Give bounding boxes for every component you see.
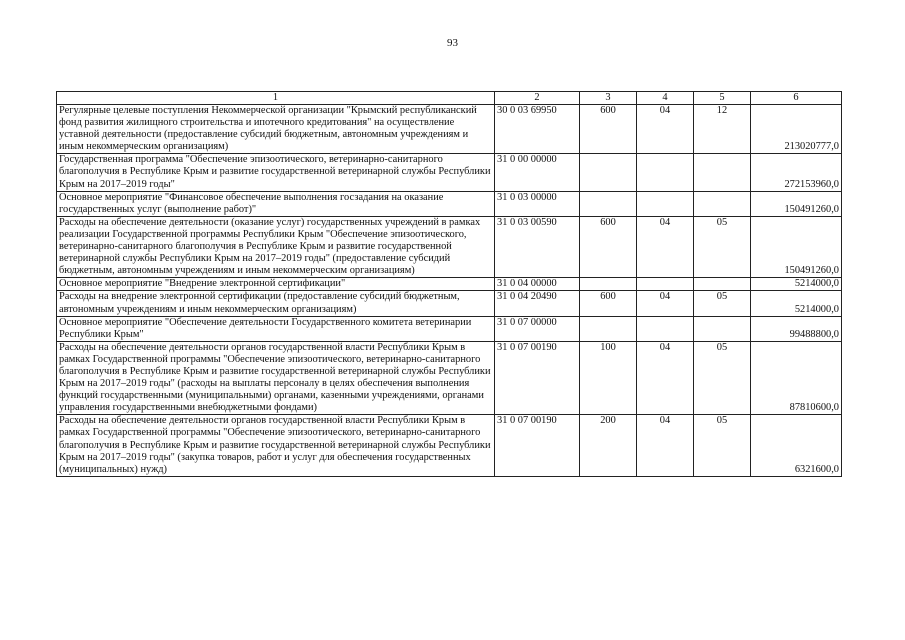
row-amount: 5214000,0: [751, 278, 842, 291]
row-subsection: [694, 154, 751, 191]
row-expense-type: 100: [580, 341, 637, 415]
row-subsection: [694, 278, 751, 291]
header-cell: 6: [751, 92, 842, 105]
row-target-code: 31 0 00 00000: [495, 154, 580, 191]
row-name: Расходы на обеспечение деятельности (оказание услуг) государственных учреждений в рамках реализации Государственной программы Республики Крым "Обеспечение эпизоотического, ветеринарно-санитарного благополучия в Республике Крым и развитие государственной ветеринарной службы Республики Крым на 2017–2019 годы" (предоставление субсидий бюджетным, автономным учреждениям и иным некоммерческим организациям): [57, 216, 495, 277]
row-name: Расходы на обеспечение деятельности органов государственной власти Республики Крым в рамках Государственной программы "Обеспечение эпизоотического, ветеринарно-санитарного благополучия в Республике Крым и развитие государственной ветеринарной службы Республики Крым на 2017–2019 годы" (закупка товаров, работ и услуг для обеспечения государственных (муниципальных) нужд): [57, 415, 495, 476]
row-subsection: [694, 316, 751, 341]
row-subsection: [694, 191, 751, 216]
row-expense-type: 600: [580, 216, 637, 277]
table-row: [57, 105, 842, 154]
row-target-code: 31 0 03 00000: [495, 191, 580, 216]
row-target-code: 30 0 03 69950: [495, 105, 580, 154]
row-expense-type: 600: [580, 291, 637, 316]
row-section: [637, 191, 694, 216]
row-target-code: 31 0 07 00190: [495, 415, 580, 476]
table-header-row: [57, 92, 842, 105]
row-section: 04: [637, 216, 694, 277]
row-amount: 87810600,0: [751, 341, 842, 415]
row-expense-type: 200: [580, 415, 637, 476]
header-cell: 5: [694, 92, 751, 105]
page-number: 93: [447, 37, 458, 49]
header-cell: 2: [495, 92, 580, 105]
row-name: Основное мероприятие "Обеспечение деятельности Государственного комитета ветеринарии Республики Крым": [57, 316, 495, 341]
row-section: [637, 154, 694, 191]
row-subsection: 05: [694, 341, 751, 415]
row-name: Основное мероприятие "Финансовое обеспечение выполнения госзадания на оказание государственных услуг (выполнение работ)": [57, 191, 495, 216]
row-section: 04: [637, 105, 694, 154]
table-row: [57, 154, 842, 191]
row-subsection: 05: [694, 216, 751, 277]
row-amount: 5214000,0: [751, 291, 842, 316]
row-expense-type: [580, 191, 637, 216]
row-amount: 6321600,0: [751, 415, 842, 476]
row-target-code: 31 0 07 00000: [495, 316, 580, 341]
row-subsection: 12: [694, 105, 751, 154]
row-expense-type: [580, 154, 637, 191]
row-amount: 150491260,0: [751, 216, 842, 277]
row-section: 04: [637, 341, 694, 415]
table-row: [57, 278, 842, 291]
row-name: Государственная программа "Обеспечение эпизоотического, ветеринарно-санитарного благополучия в Республике Крым и развитие государственной ветеринарной службы Республики Крым на 2017–2019 годы": [57, 154, 495, 191]
row-section: [637, 278, 694, 291]
table-row: [57, 191, 842, 216]
table-row: [57, 341, 842, 415]
row-target-code: 31 0 03 00590: [495, 216, 580, 277]
row-target-code: 31 0 04 20490: [495, 291, 580, 316]
table-row: [57, 316, 842, 341]
row-section: 04: [637, 415, 694, 476]
row-target-code: 31 0 04 00000: [495, 278, 580, 291]
row-expense-type: 600: [580, 105, 637, 154]
row-expense-type: [580, 316, 637, 341]
table-row: [57, 415, 842, 476]
row-name: Расходы на обеспечение деятельности органов государственной власти Республики Крым в рамках Государственной программы "Обеспечение эпизоотического, ветеринарно-санитарного благополучия в Республике Крым и развитие государственной ветеринарной службы Республики Крым на 2017–2019 годы" (расходы на выплаты персоналу в целях обеспечения выполнения функций государственными (муниципальными) органами, казенными учреждениями, органами управления государственными внебюджетными фондами): [57, 341, 495, 415]
header-cell: 3: [580, 92, 637, 105]
row-name: Регулярные целевые поступления Некоммерческой организации "Крымский республиканский фонд развития жилищного строительства и ипотечного кредитования" на осуществление уставной деятельности (предоставление субсидий бюджетным, автономным учреждениям и иным некоммерческим организациям): [57, 105, 495, 154]
row-name: Расходы на внедрение электронной сертификации (предоставление субсидий бюджетным, автономным учреждениям и иным некоммерческим организациям): [57, 291, 495, 316]
row-section: [637, 316, 694, 341]
budget-table: [56, 91, 842, 477]
table-row: [57, 291, 842, 316]
row-amount: 150491260,0: [751, 191, 842, 216]
row-expense-type: [580, 278, 637, 291]
header-cell: 1: [57, 92, 495, 105]
row-amount: 99488800,0: [751, 316, 842, 341]
row-amount: 272153960,0: [751, 154, 842, 191]
row-subsection: 05: [694, 415, 751, 476]
row-amount: 213020777,0: [751, 105, 842, 154]
header-cell: 4: [637, 92, 694, 105]
row-target-code: 31 0 07 00190: [495, 341, 580, 415]
table-row: [57, 216, 842, 277]
row-name: Основное мероприятие "Внедрение электронной сертификации": [57, 278, 495, 291]
row-section: 04: [637, 291, 694, 316]
row-subsection: 05: [694, 291, 751, 316]
